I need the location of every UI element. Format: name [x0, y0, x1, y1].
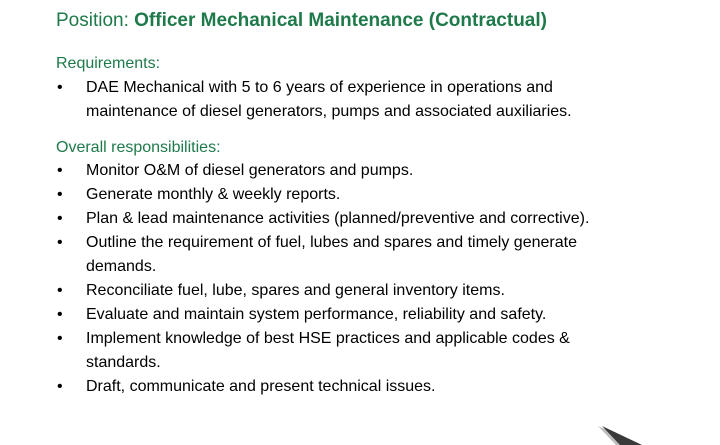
position-title: [56, 10, 547, 32]
list-item-text: Implement knowledge of best HSE practices and applicable codes &: [86, 330, 570, 347]
position-role: Officer Mechanical Maintenance (Contractual): [134, 10, 547, 31]
responsibilities-list: [56, 159, 589, 399]
bullet-icon: •: [57, 378, 63, 395]
list-item: [56, 76, 572, 124]
bullet-icon: •: [57, 79, 63, 96]
list-item-text: Evaluate and maintain system performance, reliability and safety.: [86, 306, 547, 323]
list-item-text: demands.: [86, 258, 157, 275]
bullet-icon: •: [57, 282, 63, 299]
list-item-text: Outline the requirement of fuel, lubes and spares and timely generate: [86, 234, 577, 251]
list-item-text: Monitor O&M of diesel generators and pumps.: [86, 162, 414, 179]
list-item-text: standards.: [86, 354, 161, 371]
bullet-icon: •: [57, 210, 63, 227]
bullet-icon: •: [57, 234, 63, 251]
triangle-decoration-icon: [580, 410, 720, 445]
list-item-text: Draft, communicate and present technical issues.: [86, 378, 436, 395]
list-item: [56, 159, 589, 183]
list-item: [56, 303, 589, 327]
requirements-heading: Requirements:: [56, 55, 161, 72]
bullet-icon: •: [57, 186, 63, 203]
position-label: Position:: [56, 10, 135, 31]
list-item-text: Plan & lead maintenance activities (planned/preventive and corrective).: [86, 210, 590, 227]
list-item: [56, 183, 589, 207]
bullet-icon: •: [57, 162, 63, 179]
bullet-icon: •: [57, 330, 63, 347]
requirements-list: [56, 76, 572, 124]
list-item: [56, 279, 589, 303]
list-item: [56, 231, 589, 279]
list-item: [56, 375, 589, 399]
list-item-text: maintenance of diesel generators, pumps and associated auxiliaries.: [86, 103, 572, 120]
list-item-text: DAE Mechanical with 5 to 6 years of experience in operations and: [86, 79, 553, 96]
bullet-icon: •: [57, 306, 63, 323]
list-item-text: Reconciliate fuel, lube, spares and general inventory items.: [86, 282, 505, 299]
list-item: [56, 327, 589, 375]
list-item: [56, 207, 589, 231]
responsibilities-heading: Overall responsibilities:: [56, 139, 221, 156]
list-item-text: Generate monthly & weekly reports.: [86, 186, 341, 203]
